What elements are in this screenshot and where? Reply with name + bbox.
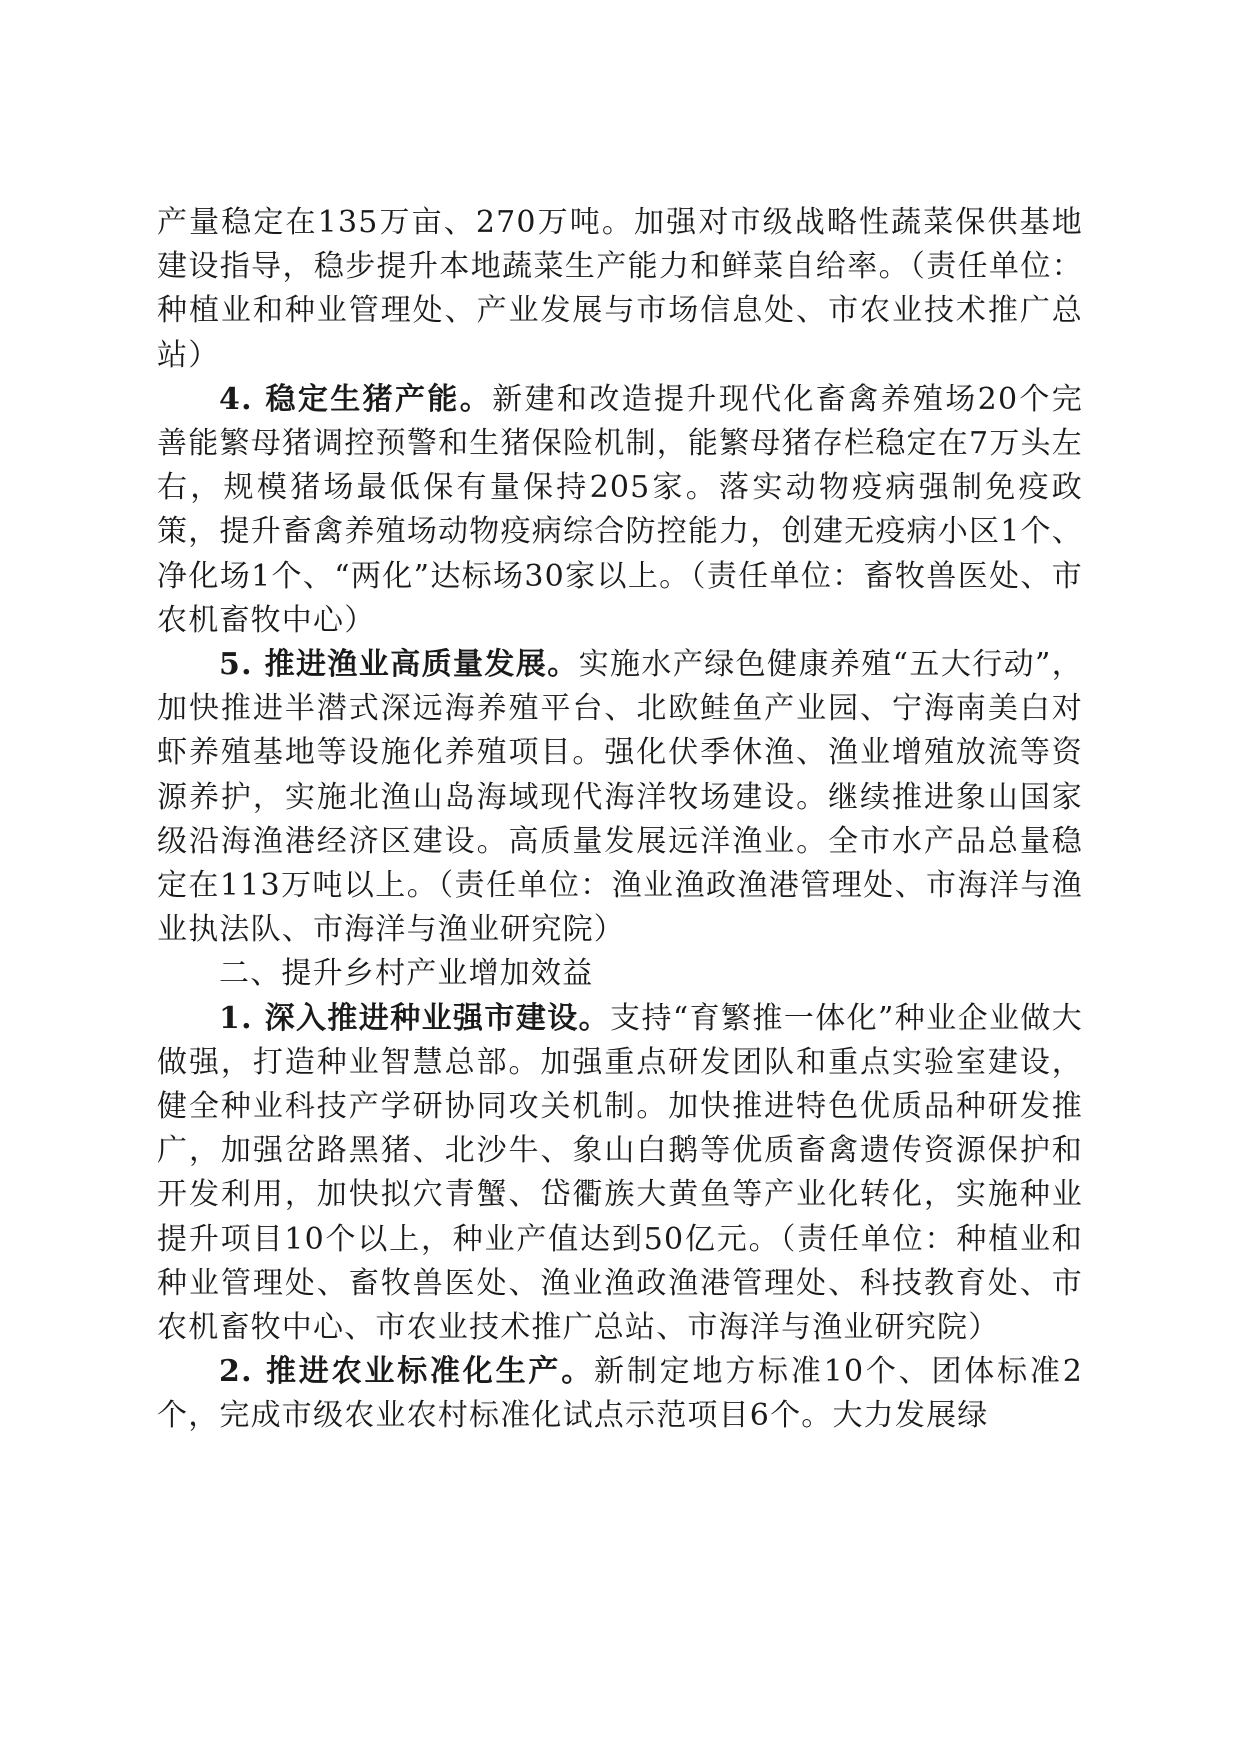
continuation-paragraph: 产量稳定在135万亩、270万吨。加强对市级战略性蔬菜保供基地建设指导，稳步提升本地蔬菜生产能力和鲜菜自给率。（责任单位：种植业和种业管理处、产业发展与市场信息处、市农业技术推广总站）: [157, 205, 1083, 373]
section-item-2-paragraph: [157, 1350, 1083, 1438]
section-item-1-body: 支持“育繁推一体化”种业企业做大做强，打造种业智慧总部。加强重点研发团队和重点实验室建设，健全种业科技产学研协同攻关机制。加快推进特色优质品种研发推广，加强岔路黑猪、北沙牛、象山白鹅等优质畜禽遗传资源保护和开发利用，加快拟穴青蟹、岱衢族大黄鱼等产业化转化，实施种业提升项目10个以上，种业产值达到50亿元。（责任单位：种植业和种业管理处、畜牧兽医处、渔业渔政渔港管理处、科技教育处、市农机畜牧中心、市农业技术推广总站、市海洋与渔业研究院）: [157, 1000, 1084, 1346]
section-item-2-body: 新制定地方标准10个、团体标准2个，完成市级农业农村标准化试点示范项目6个。大力发展绿: [157, 1354, 1083, 1434]
item-5-body: 实施水产绿色健康养殖“五大行动”，加快推进半潜式深远海养殖平台、北欧鲑鱼产业园、宁海南美白对虾养殖基地等设施化养殖项目。强化伏季休渔、渔业增殖放流等资源养护，实施北渔山岛海域现代海洋牧场建设。继续推进象山国家级沿海渔港经济区建设。高质量发展远洋渔业。全市水产品总量稳定在113万吨以上。（责任单位：渔业渔政渔港管理处、市海洋与渔业执法队、市海洋与渔业研究院）: [157, 647, 1083, 948]
item-4-body: 新建和改造提升现代化畜禽养殖场20个完善能繁母猪调控预警和生猪保险机制，能繁母猪存栏稳定在7万头左右，规模猪场最低保有量保持205家。落实动物疫病强制免疫政策，提升畜禽养殖场动物疫病综合防控能力，创建无疫病小区1个、净化场1个、“两化”达标场30家以上。（责任单位：畜牧兽医处、市农机畜牧中心）: [157, 381, 1083, 638]
item-5-heading: 5. 推进渔业高质量发展。: [219, 647, 579, 683]
section-title: 二、提升乡村产业增加效益: [219, 956, 594, 992]
section-item-1-paragraph: [157, 997, 1083, 1351]
item-5-paragraph: [157, 643, 1083, 952]
section-item-1-heading: 1. 深入推进种业强市建设。: [219, 1000, 611, 1036]
item-4-heading: 4. 稳定生猪产能。: [219, 381, 493, 417]
document-page: [157, 201, 1083, 1439]
item-4-paragraph: [157, 378, 1083, 643]
section-item-2-heading: 2. 推进农业标准化生产。: [219, 1354, 595, 1390]
